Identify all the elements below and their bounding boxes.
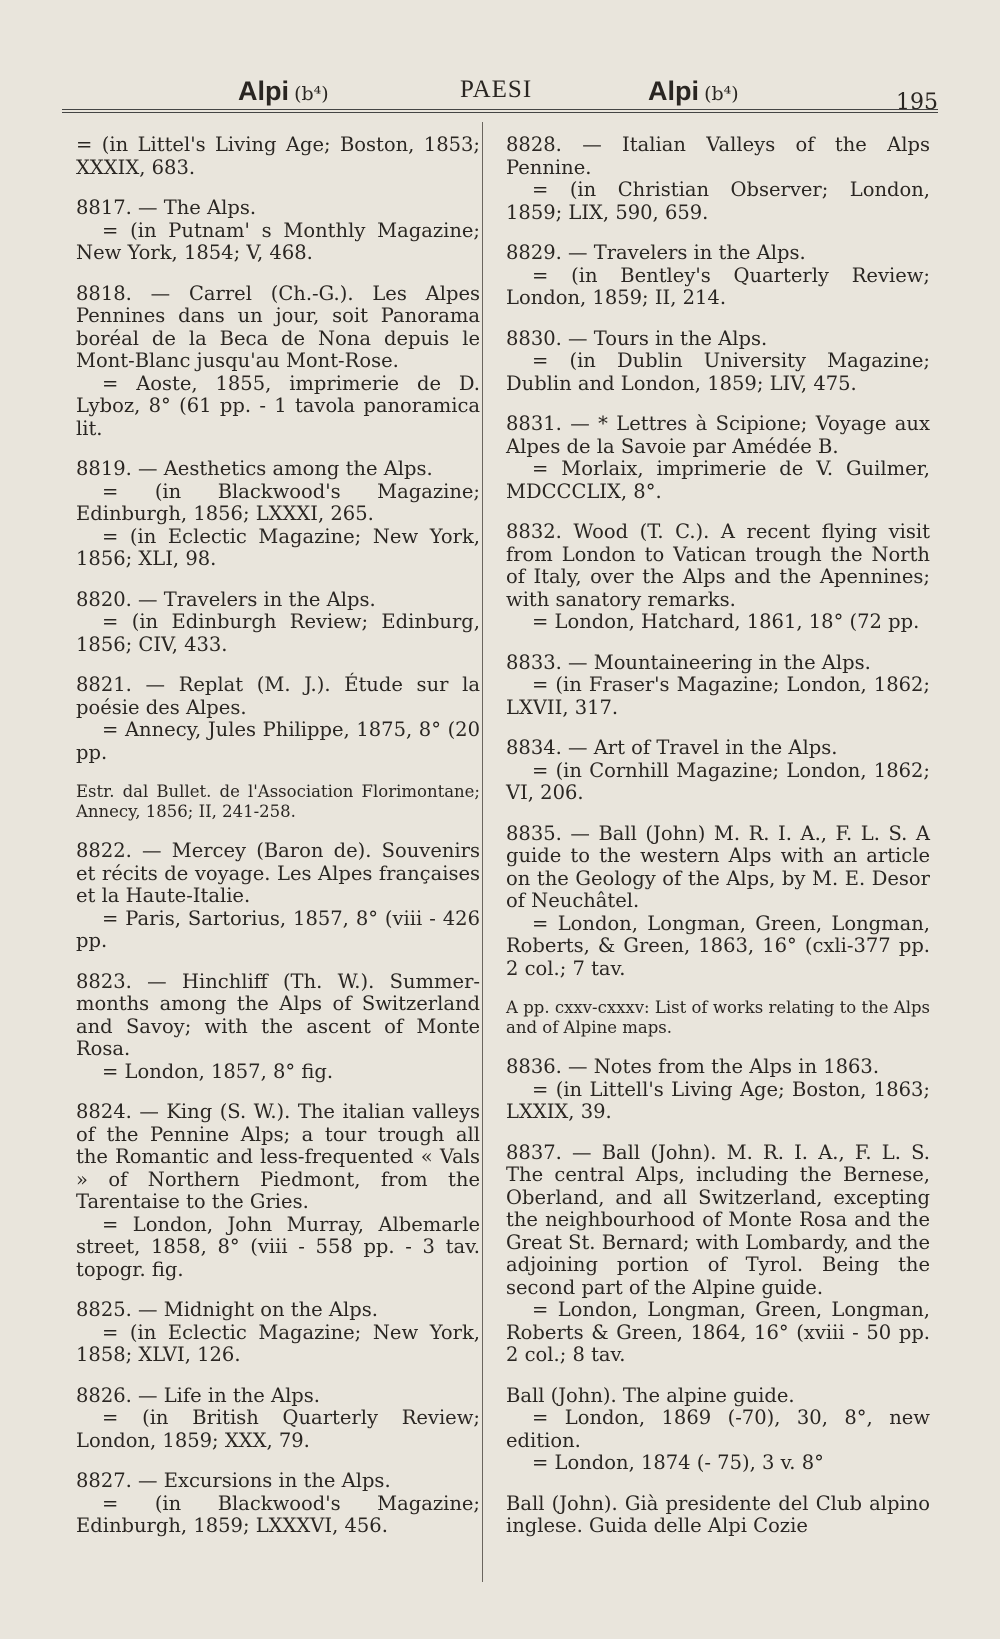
bibliography-entry	[76, 283, 480, 441]
bibliography-entry	[506, 521, 930, 634]
header-right	[648, 76, 739, 107]
bibliography-entry	[76, 840, 480, 953]
bibliography-entry	[506, 1385, 930, 1475]
bibliography-entry	[76, 971, 480, 1084]
bibliography-entry	[506, 737, 930, 805]
bibliography-entry	[76, 1101, 480, 1281]
entry-citation: = (in Littell's Living Age; Boston, 1863; LXXIX, 39.	[506, 1077, 930, 1123]
entry-heading: 8821. — Replat (M. J.). Étude sur la poésie des Alpes.	[76, 673, 480, 719]
bibliography-entry	[506, 413, 930, 503]
entry-citation: = (in British Quarterly Review; London, 1859; XXX, 79.	[76, 1406, 480, 1452]
entry-citation: = London, 1857, 8° fig.	[102, 1059, 334, 1083]
bibliography-entry	[506, 652, 930, 720]
header-rule	[62, 109, 938, 113]
entry-heading: 8833. — Mountaineering in the Alps.	[506, 650, 871, 674]
entry-citation: = Annecy, Jules Philippe, 1875, 8° (20 pp.	[76, 718, 480, 764]
entry-citation: = (in Fraser's Magazine; London, 1862; LXVII, 317.	[506, 673, 930, 719]
entry-heading: 8829. — Travelers in the Alps.	[506, 241, 806, 264]
bibliography-entry	[76, 1470, 480, 1538]
header-center: PAESI	[460, 76, 533, 103]
entry-heading: Ball (John). Già presidente del Club alpino inglese. Guida delle Alpi Cozie	[506, 1491, 930, 1537]
entry-heading: 8828. — Italian Valleys of the Alps Pennine.	[506, 133, 930, 179]
entry-note: Estr. dal Bullet. de l'Association Florimontane; Annecy, 1856; II, 241-258.	[76, 782, 480, 821]
bibliography-entry	[76, 197, 480, 265]
entry-citation: = (in Bentley's Quarterly Review; London, 1859; II, 214.	[506, 263, 930, 309]
entry-heading: Ball (John). The alpine guide.	[506, 1383, 795, 1407]
header-right-title: Alpi	[648, 76, 699, 106]
entry-heading: 8831. — * Lettres à Scipione; Voyage aux Alpes de la Savoie par Amédée B.	[506, 412, 930, 458]
entry-citation: = Aoste, 1855, imprimerie de D. Lyboz, 8° (61 pp. - 1 tavola panoramica lit.	[76, 371, 480, 440]
entry-citation: = London, 1869 (-70), 30, 8°, new edition.	[506, 1406, 930, 1452]
entry-heading: 8825. — Midnight on the Alps.	[76, 1298, 378, 1321]
entry-note: A pp. cxxv-cxxxv: List of works relating to the Alps and of Alpine maps.	[506, 998, 930, 1037]
entry-citation: = (in Putnam' s Monthly Magazine; New York, 1854; V, 468.	[76, 218, 480, 264]
entry-citation: = London, Longman, Green, Longman, Roberts & Green, 1864, 16° (xviii - 50 pp. 2 col.; 8 tav.	[506, 1298, 930, 1366]
entry-heading: 8834. — Art of Travel in the Alps.	[506, 736, 838, 759]
left-column	[76, 134, 480, 1556]
entry-heading: 8824. — King (S. W.). The italian valleys of the Pennine Alps; a tour trough all the Romantic and less-frequented « Vals » of Northern Piedmont, from the Tarentaise to the Gries.	[76, 1100, 480, 1213]
entry-citation: = Morlaix, imprimerie de V. Guilmer, MDCCCLIX, 8°.	[506, 457, 930, 503]
entry-citation: = London, Hatchard, 1861, 18° (72 pp.	[532, 610, 920, 633]
entry-heading: 8822. — Mercey (Baron de). Souvenirs et récits de voyage. Les Alpes françaises et la Haute-Italie.	[76, 839, 480, 907]
entry-citation: = (in Blackwood's Magazine; Edinburgh, 1856; LXXXI, 265.	[76, 479, 480, 525]
page-number: 195	[896, 90, 938, 115]
entry-citation: = London, Longman, Green, Longman, Roberts, & Green, 1863, 16° (cxli-377 pp. 2 col.; 7 tav.	[506, 911, 930, 980]
header-left	[238, 76, 329, 107]
entry-citation: = Paris, Sartorius, 1857, 8° (viii - 426 pp.	[76, 906, 480, 952]
entry-citation: = (in Dublin University Magazine; Dublin and London, 1859; LIV, 475.	[506, 349, 930, 395]
bibliography-entry	[76, 134, 480, 179]
bibliography-entry	[506, 1493, 930, 1538]
bibliography-entry	[76, 458, 480, 571]
column-divider	[482, 122, 483, 1582]
entry-heading: 8818. — Carrel (Ch.-G.). Les Alpes Pennines dans un jour, soit Panorama boréal de la Beca de Nona depuis le Mont-Blanc jusqu'au Mont-Rose.	[76, 281, 480, 372]
entry-heading: 8837. — Ball (John). M. R. I. A., F. L. S. The central Alps, including the Bernese, Oberland, and all Switzerland, excepting the neighbourhood of Monte Rosa and the Great St. Bernard; with Lombardy, and the adjoining portion of Tyrol. Being the second part of the Alpine guide.	[506, 1140, 930, 1299]
header-left-title: Alpi	[238, 76, 289, 106]
entry-citation: = (in Eclectic Magazine; New York, 1856; XLI, 98.	[76, 524, 480, 570]
header-left-sup: (b⁴)	[294, 83, 329, 105]
entry-heading: 8819. — Aesthetics among the Alps.	[76, 457, 433, 480]
entry-heading: 8827. — Excursions in the Alps.	[76, 1469, 391, 1492]
entry-heading: 8826. — Life in the Alps.	[76, 1383, 320, 1407]
bibliography-entry	[506, 328, 930, 396]
bibliography-entry	[76, 1299, 480, 1367]
entry-heading: 8823. — Hinchliff (Th. W.). Summer-months among the Alps of Switzerland and Savoy; with the ascent of Monte Rosa.	[76, 969, 480, 1060]
entry-citation: = (in Blackwood's Magazine; Edinburgh, 1859; LXXXVI, 456.	[76, 1491, 480, 1537]
entry-citation: = (in Cornhill Magazine; London, 1862; VI, 206.	[506, 758, 930, 804]
entry-heading: 8832. Wood (T. C.). A recent flying visit from London to Vatican trough the North of Italy, over the Alps and the Apennines; with sanatory remarks.	[506, 520, 930, 611]
bibliography-entry	[506, 134, 930, 224]
entry-heading: 8830. — Tours in the Alps.	[506, 326, 768, 350]
right-column	[506, 134, 930, 1556]
bibliography-entry	[76, 1385, 480, 1453]
bibliography-entry	[506, 242, 930, 310]
bibliography-entry	[76, 674, 480, 764]
entry-citation: = (in Edinburgh Review; Edinburg, 1856; CIV, 433.	[76, 610, 480, 656]
header-right-sup: (b⁴)	[704, 83, 739, 105]
bibliography-entry	[506, 1142, 930, 1367]
entry-citation: = (in Christian Observer; London, 1859; LIX, 590, 659.	[506, 178, 930, 224]
entry-citation: = London, 1874 (- 75), 3 v. 8°	[532, 1451, 824, 1474]
entry-citation: = (in Eclectic Magazine; New York, 1858; XLVI, 126.	[76, 1320, 480, 1366]
entry-heading: 8836. — Notes from the Alps in 1863.	[506, 1055, 880, 1078]
bibliography-entry	[506, 823, 930, 981]
entry-heading: 8835. — Ball (John) M. R. I. A., F. L. S. A guide to the western Alps with an article on the Geology of the Alps, by M. E. Desor of Neuchâtel.	[506, 821, 930, 912]
entry-heading: 8820. — Travelers in the Alps.	[76, 587, 376, 611]
entry-heading: = (in Littel's Living Age; Boston, 1853; XXXIX, 683.	[76, 133, 480, 179]
entry-heading: 8817. — The Alps.	[76, 196, 257, 219]
bibliography-entry	[506, 1056, 930, 1124]
entry-citation: = London, John Murray, Albemarle street, 1858, 8° (viii - 558 pp. - 3 tav. topogr. fig.	[76, 1212, 480, 1281]
bibliography-entry	[76, 589, 480, 657]
